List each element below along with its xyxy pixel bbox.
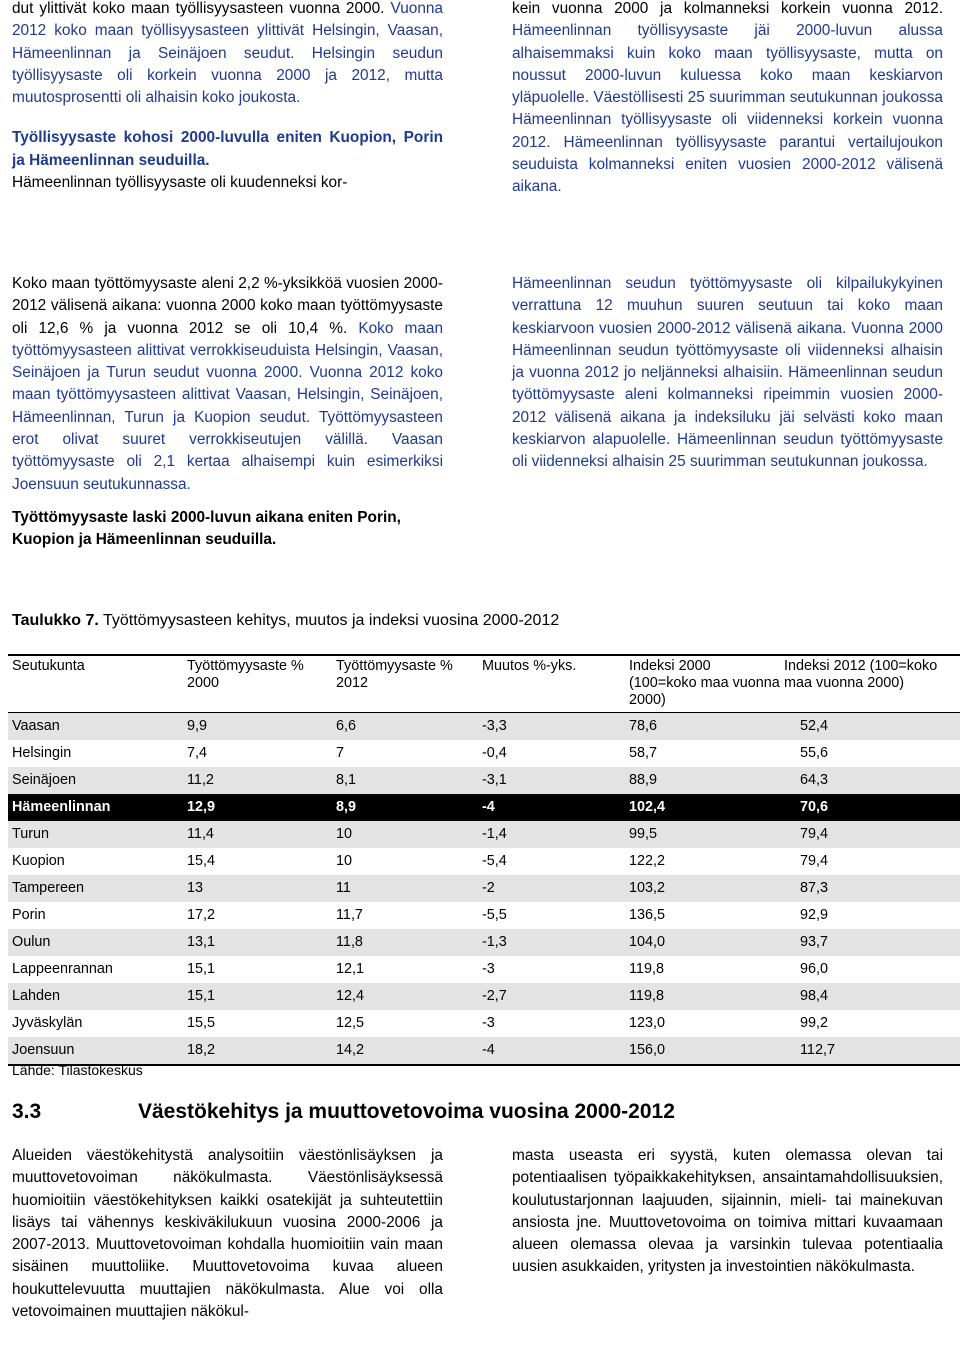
employment-heading: Työllisyysaste kohosi 2000-luvulla eniten Kuopion, Porin ja Hämeenlinnan seuduilla. [12, 129, 443, 169]
cell-rate-2012: 8,1 [332, 767, 478, 794]
cell-change: -2,7 [478, 983, 625, 1010]
cell-rate-2012: 11,8 [332, 929, 478, 956]
cell-rate-2000: 13 [183, 875, 332, 902]
population-paragraph-2: masta useasta eri syystä, kuten olemassa olevan tai potentiaalisen työpaikkakehityksen, ansaintamahdollisuuksien, koulutustarjonnan laajuuden, sijainnin, mieli- tai mainekuvan ansiosta jne. Muuttovetovoima on toimiva mittari kuvaamaan alueen olemassa olevaa ja varsinkin tulevaa potentiaalia uusien asukkaiden, yritysten ja investointien näkökulmasta. [512, 1147, 943, 1276]
cell-region: Helsingin [12, 745, 72, 761]
section-heading [12, 1100, 675, 1124]
cell-region: Tampereen [8, 875, 183, 902]
cell-rate-2012: 12,1 [336, 961, 365, 977]
cell-region: Joensuun [8, 1037, 183, 1065]
table-caption [12, 612, 559, 630]
cell-rate-2012: 10 [336, 853, 353, 869]
employment-paragraph-1: dut ylittivät koko maan työllisyysasteen vuonna 2000. Vuonna 2012 koko maan työllisyysasteen ylittivät Helsingin, Vaasan, Hämeenlinnan ja Seinäjoen seudut. Helsingin seudun työllisyysaste oli korkein vuonna 2000 ja 2012, mutta muutosprosentti oli alhaisin koko joukosta. [12, 0, 443, 107]
cell-index-2012: 79,4 [780, 821, 960, 848]
section-title: Väestökehitys ja muuttovetovoima vuosina 2000-2012 [138, 1100, 675, 1123]
unemployment-paragraph-2: Hämeenlinnan seudun työttömyysaste oli kilpailukykyinen verrattuna 12 muuhun suuren seutuun tai koko maan keskiarvoon vuosien 2000-2012 välisenä aikana. Vuonna 2000 Hämeenlinnan seudun työttömyysaste oli viidenneksi alhaisin ja vuonna 2012 jo neljänneksi alhaisiin. Hämeenlinnan seudun työttömyysaste aleni kolmanneksi ripeimmin vuosien 2000-2012 välisenä aikana ja indeksiluku jäi selvästi koko maan keskiarvon alapuolelle. Hämeenlinnan seudun työttömyysaste oli viidenneksi alhaisin 25 suurimman seutukunnan joukossa. [512, 275, 943, 471]
mid-left-column [12, 273, 443, 552]
cell-rate-2000: 11,4 [183, 821, 332, 848]
cell-index-2012: 93,7 [780, 929, 960, 956]
cell-index-2000: 103,2 [625, 875, 780, 902]
cell-change: -4 [478, 1037, 625, 1065]
cell-region: Lahden [8, 983, 183, 1010]
cell-index-2000: 78,6 [625, 713, 780, 741]
cell-change: -3 [482, 1015, 495, 1031]
cell-rate-2012: 12,4 [332, 983, 478, 1010]
cell-rate-2000: 15,1 [187, 961, 216, 977]
employment-paragraph-2: Hämeenlinnan työllisyysaste oli kuudenneksi kor- [12, 174, 348, 192]
cell-rate-2000: 13,1 [183, 929, 332, 956]
cell-index-2000: 119,8 [629, 961, 664, 977]
header-region: Seutukunta [12, 658, 85, 674]
cell-index-2012: 64,3 [780, 767, 960, 794]
cell-change: -5,5 [482, 907, 507, 923]
bottom-left-column [12, 1145, 443, 1323]
table-row [8, 875, 960, 902]
cell-index-2012: 70,6 [780, 794, 960, 821]
cell-index-2000: 156,0 [625, 1037, 780, 1065]
cell-index-2012: 112,7 [780, 1037, 960, 1065]
cell-region: Vaasan [8, 713, 183, 741]
cell-index-2012: 99,2 [800, 1015, 829, 1031]
unemployment-paragraph-1: Koko maan työttömyysaste aleni 2,2 %-yksikköä vuosien 2000-2012 välisenä aikana: vuonna 2000 koko maan työttömyysaste oli 12,6 % ja vuonna 2012 se oli 10,4 %. Koko maan työttömyysasteen alittivat verrokkiseuduista Helsingin, Vaasan, Seinäjoen ja Turun seudut vuonna 2000. Vuonna 2012 koko maan työttömyysasteen alittivat Vaasan, Helsingin, Seinäjoen, Hämeenlinnan, Turun ja Kuopion seudut. Työttömyysasteen erot olivat suuret verrokkiseutujen välillä. Vaasan työttömyysaste oli 2,1 kertaa alhaisempi kuin esimerkiksi Joensuun seutukunnassa. [12, 275, 444, 493]
header-index-2000: Indeksi 2000 (100=koko maa vuonna 2000) [629, 658, 780, 708]
table-row [8, 929, 960, 956]
cell-region: Kuopion [12, 853, 65, 869]
population-paragraph-1: Alueiden väestökehitystä analysoitiin väestönlisäyksen ja muuttovetovoiman näkökulmasta. Väestönlisäyksessä huomioitiin väestökehityksen kaikki osatekijät ja suhteutettiin lisäys tai vähennys keskiväkilukuun vuosina 2000-2006 ja 2007-2013. Muuttovetovoiman kohdalla huomioitiin vain maan sisäinen muuttoliike. Muuttovetovoima kuvaa alueen houkuttelevuutta muuttajien näkökulmasta. Alue voi olla vetovoimainen muuttajien näkökul- [12, 1147, 443, 1321]
table-row [8, 713, 960, 741]
table-row [8, 740, 960, 767]
table-row [8, 794, 960, 821]
cell-index-2000: 102,4 [625, 794, 780, 821]
cell-index-2012: 96,0 [800, 961, 829, 977]
cell-region: Hämeenlinnan [8, 794, 183, 821]
cell-rate-2000: 9,9 [183, 713, 332, 741]
unemployment-table [8, 654, 960, 1066]
cell-rate-2000: 15,5 [187, 1015, 216, 1031]
cell-index-2000: 104,0 [625, 929, 780, 956]
cell-region: Oulun [8, 929, 183, 956]
cell-rate-2012: 12,5 [336, 1015, 365, 1031]
header-change: Muutos %-yks. [482, 658, 577, 674]
cell-index-2012: 79,4 [800, 853, 829, 869]
cell-index-2012: 92,9 [800, 907, 829, 923]
cell-rate-2000: 12,9 [183, 794, 332, 821]
cell-change: -1,4 [478, 821, 625, 848]
cell-rate-2000: 15,4 [187, 853, 216, 869]
cell-index-2000: 88,9 [625, 767, 780, 794]
cell-index-2000: 119,8 [625, 983, 780, 1010]
cell-region: Turun [8, 821, 183, 848]
cell-rate-2012: 10 [332, 821, 478, 848]
table-row [8, 983, 960, 1010]
cell-rate-2012: 11 [332, 875, 478, 902]
section-number: 3.3 [12, 1100, 42, 1123]
cell-change: -1,3 [478, 929, 625, 956]
cell-rate-2000: 11,2 [183, 767, 332, 794]
table-row [8, 821, 960, 848]
cell-rate-2012: 11,7 [336, 907, 363, 923]
table-row [8, 767, 960, 794]
cell-rate-2000: 18,2 [183, 1037, 332, 1065]
cell-rate-2012: 6,6 [332, 713, 478, 741]
cell-change: -0,4 [482, 745, 507, 761]
top-right-column [512, 0, 943, 199]
header-rate-2000: Työttömyysaste % 2000 [187, 658, 304, 691]
cell-change: -3 [482, 961, 495, 977]
table-row [8, 956, 960, 983]
cell-rate-2000: 7,4 [187, 745, 208, 761]
cell-index-2012: 55,6 [800, 745, 829, 761]
cell-index-2000: 122,2 [629, 853, 666, 869]
table-source: Lähde: Tilastokeskus [12, 1062, 143, 1078]
table-row [8, 1010, 960, 1037]
cell-change: -4 [478, 794, 625, 821]
cell-index-2012: 52,4 [780, 713, 960, 741]
cell-region: Seinäjoen [8, 767, 183, 794]
bottom-right-column [512, 1145, 943, 1279]
header-index-2012: Indeksi 2012 (100=koko maa vuonna 2000) [784, 658, 938, 691]
cell-region: Porin [12, 907, 46, 923]
cell-region: Lappeenrannan [12, 961, 113, 977]
top-left-column [12, 0, 443, 194]
cell-index-2000: 99,5 [625, 821, 780, 848]
table-row [8, 1037, 960, 1065]
table-caption-label: Taulukko 7. [12, 612, 99, 629]
cell-change: -2 [478, 875, 625, 902]
employment-paragraph-3: kein vuonna 2000 ja kolmanneksi korkein vuonna 2012. Hämeenlinnan työllisyysaste jäi 2000-luvun alussa alhaisemmaksi kuin koko maan työllisyysaste, mutta on noussut 2000-luvun kuluessa koko maan keskiarvon yläpuolelle. Väestöllisesti 25 suurimman seutukunnan joukossa Hämeenlinnan työllisyysaste oli viidenneksi korkein vuonna 2012. Hämeenlinnan työllisyysaste parantui vertailujoukon seuduista kolmanneksi eniten vuosien 2000-2012 välisenä aikana. [512, 0, 943, 196]
table-row [8, 848, 960, 875]
cell-rate-2000: 15,1 [183, 983, 332, 1010]
cell-region: Jyväskylän [12, 1015, 83, 1031]
header-rate-2012: Työttömyysaste % 2012 [336, 658, 453, 691]
cell-index-2012: 87,3 [780, 875, 960, 902]
table-row [8, 902, 960, 929]
cell-change: -3,1 [478, 767, 625, 794]
cell-rate-2012: 8,9 [332, 794, 478, 821]
cell-change: -3,3 [478, 713, 625, 741]
cell-change: -5,4 [482, 853, 507, 869]
table-header-row [8, 655, 960, 713]
unemployment-heading: Työttömyysaste laski 2000-luvun aikana eniten Porin, Kuopion ja Hämeenlinnan seuduilla. [12, 508, 401, 549]
cell-index-2012: 98,4 [780, 983, 960, 1010]
mid-right-column [512, 273, 943, 474]
cell-rate-2012: 7 [336, 745, 345, 761]
cell-rate-2012: 14,2 [332, 1037, 478, 1065]
cell-index-2000: 58,7 [629, 745, 658, 761]
table-caption-text: Työttömyysasteen kehitys, muutos ja indeksi vuosina 2000-2012 [98, 612, 560, 629]
cell-rate-2000: 17,2 [187, 907, 216, 923]
cell-index-2000: 136,5 [629, 907, 666, 923]
cell-index-2000: 123,0 [629, 1015, 666, 1031]
